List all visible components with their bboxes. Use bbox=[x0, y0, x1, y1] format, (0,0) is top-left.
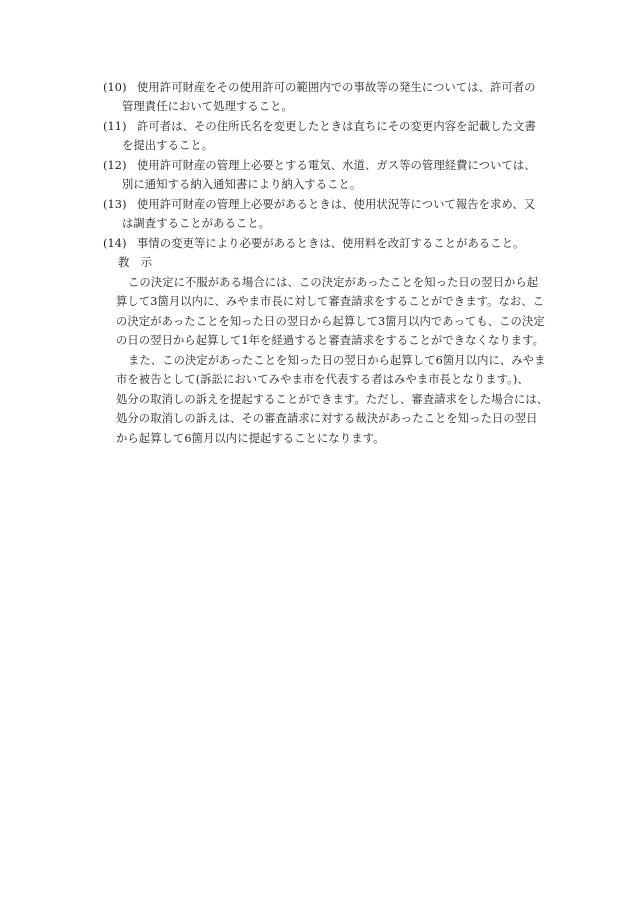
kyoji-paragraph-line: この決定に不服がある場合には、この決定があったことを知った日の翌日から起 bbox=[128, 276, 539, 289]
kyoji-paragraph-line: 市を被告として(訴訟においてみやま市を代表する者はみやま市長となります。)、 bbox=[116, 373, 529, 386]
item-number: (10) bbox=[103, 81, 127, 94]
item-10 bbox=[0, 79, 630, 97]
item-text-line: を提出すること。 bbox=[122, 139, 214, 152]
item-14 bbox=[0, 235, 630, 253]
item-text-line: 事情の変更等により必要があるときは、使用料を改訂することがあること。 bbox=[137, 237, 525, 250]
item-11 bbox=[0, 118, 630, 136]
item-12 bbox=[0, 157, 630, 175]
item-text-line: 許可者は、その住所氏名を変更したときは直ちにその変更内容を記載した文書 bbox=[137, 120, 536, 133]
item-number: (13) bbox=[103, 198, 127, 211]
item-13-continued bbox=[0, 215, 630, 233]
kyoji-paragraph-line: また、この決定があったことを知った日の翌日から起算して6箇月以内に、みやま bbox=[128, 354, 546, 367]
kyoji-paragraph-line: 処分の取消しの訴えは、その審査請求に対する裁決があったことを知った日の翌日 bbox=[116, 412, 538, 425]
kyoji-paragraph-line: の決定があったことを知った日の翌日から起算して3箇月以内であっても、この決定 bbox=[116, 315, 545, 328]
item-10-continued bbox=[0, 98, 630, 116]
item-number: (12) bbox=[103, 159, 127, 172]
item-13 bbox=[0, 196, 630, 214]
item-number: (11) bbox=[103, 120, 127, 133]
kyoji-paragraph-line: の日の翌日から起算して1年を経過すると審査請求をすることができなくなります。 bbox=[116, 334, 545, 347]
item-number: (14) bbox=[103, 237, 127, 250]
kyoji-paragraph-line: から起算して6箇月以内に提起することになります。 bbox=[116, 432, 385, 445]
item-text-line: 別に通知する納入通知書により納入すること。 bbox=[122, 178, 362, 191]
kyoji-paragraph-line: 処分の取消しの訴えを提起することができます。ただし、審査請求をした場合には、 bbox=[116, 393, 549, 406]
item-text-line: 使用許可財産をその使用許可の範囲内での事故等の発生については、許可者の bbox=[137, 81, 536, 94]
item-text-line: 使用許可財産の管理上必要とする電気、水道、ガス等の管理経費については、 bbox=[137, 159, 536, 172]
kyoji-paragraph-line: 算して3箇月以内に、みやま市長に対して審査請求をすることができます。なお、こ bbox=[116, 295, 545, 308]
item-11-continued bbox=[0, 137, 630, 155]
item-text-line: 使用許可財産の管理上必要があるときは、使用状況等について報告を求め、又 bbox=[137, 198, 536, 211]
item-12-continued bbox=[0, 176, 630, 194]
item-text-line: は調査することがあること。 bbox=[122, 217, 271, 230]
kyoji-heading: 教 示 bbox=[118, 256, 153, 269]
item-text-line: 管理責任において処理すること。 bbox=[122, 100, 293, 113]
